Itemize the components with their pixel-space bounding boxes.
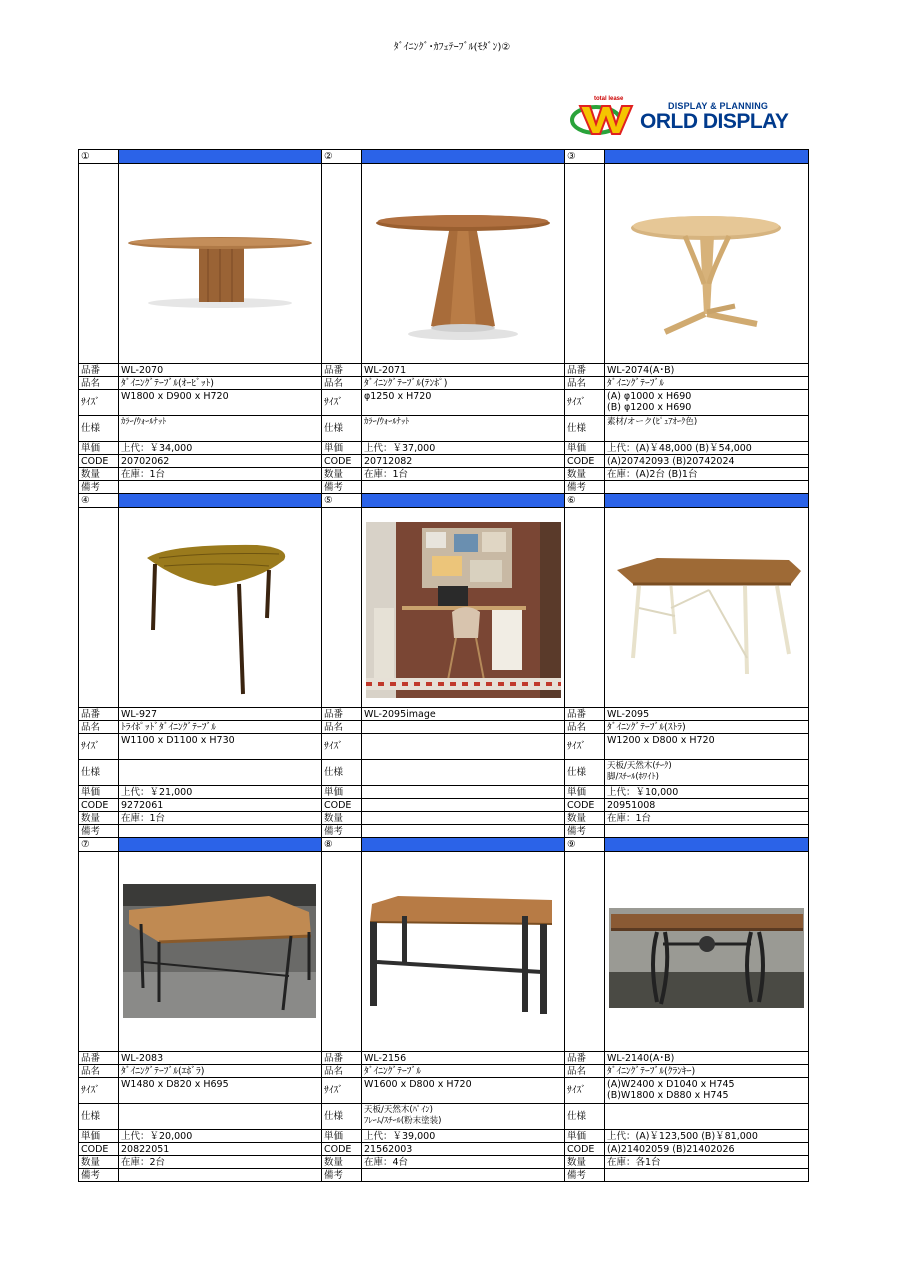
- item-size: φ1250 x H720: [362, 390, 565, 416]
- label-code: CODE: [565, 1143, 605, 1156]
- label-name: 品名: [322, 1065, 362, 1078]
- item-name: [362, 721, 565, 734]
- label-code: CODE: [322, 455, 362, 468]
- header-bar: [605, 150, 809, 164]
- item-spec: ｶﾗｰ/ｳｫｰﾙﾅｯﾄ: [119, 416, 322, 442]
- label-price: 単価: [565, 786, 605, 799]
- label-qty: 数量: [565, 468, 605, 481]
- header-bar: [119, 838, 322, 852]
- item-note: [119, 1169, 322, 1182]
- label-qty: 数量: [79, 1156, 119, 1169]
- label-price: 単価: [79, 786, 119, 799]
- item-size: W1480 x D820 x H695: [119, 1078, 322, 1104]
- label-note: 備考: [79, 825, 119, 838]
- label-code: CODE: [322, 799, 362, 812]
- label-name: 品名: [565, 721, 605, 734]
- label-spec: 仕様: [322, 1104, 362, 1130]
- label-name: 品名: [565, 377, 605, 390]
- oval-pedestal-table-image: [119, 164, 322, 364]
- label-code-no: 品番: [565, 1052, 605, 1065]
- label-price: 単価: [322, 786, 362, 799]
- header-bar: [362, 838, 565, 852]
- label-spec: 仕様: [565, 416, 605, 442]
- item-code-no: WL-2156: [362, 1052, 565, 1065]
- item-name: ﾀﾞｲﾆﾝｸﾞﾃｰﾌﾞﾙ: [605, 377, 809, 390]
- label-spec: 仕様: [565, 760, 605, 786]
- item-spec: 天板/天然木(ﾁｰｸ) 脚/ｽﾁｰﾙ(ﾎﾜｲﾄ): [605, 760, 809, 786]
- item-code-no: WL-2083: [119, 1052, 322, 1065]
- label-qty: 数量: [79, 812, 119, 825]
- header-bar: [362, 494, 565, 508]
- item-qty: [362, 812, 565, 825]
- item-price: 上代：￥39,000: [362, 1130, 565, 1143]
- item-code: 21562003: [362, 1143, 565, 1156]
- product-photo: [362, 508, 565, 708]
- label-note: 備考: [322, 1169, 362, 1182]
- item-size: (A) φ1000 x H690 (B) φ1200 x H690: [605, 390, 809, 416]
- label-spec: 仕様: [79, 416, 119, 442]
- item-code: 20712082: [362, 455, 565, 468]
- item-price: 上代：(A)￥123,500 (B)￥81,000: [605, 1130, 809, 1143]
- item-qty: 在庫：1台: [605, 812, 809, 825]
- product-photo: [605, 508, 809, 708]
- item-size: [362, 734, 565, 760]
- item-spec: ｶﾗｰ/ｳｫｰﾙﾅｯﾄ: [362, 416, 565, 442]
- label-note: 備考: [322, 825, 362, 838]
- item-note: [362, 481, 565, 494]
- item-number: ③: [565, 150, 605, 164]
- item-code-no: WL-2140(A･B): [605, 1052, 809, 1065]
- item-qty: 在庫：2台: [119, 1156, 322, 1169]
- header-bar: [605, 494, 809, 508]
- label-price: 単価: [565, 1130, 605, 1143]
- tripod-table-image: [119, 508, 322, 708]
- item-qty: 在庫：1台: [362, 468, 565, 481]
- item-number: ⑨: [565, 838, 605, 852]
- label-code-no: 品番: [322, 1052, 362, 1065]
- company-logo: [570, 96, 805, 138]
- label-qty: 数量: [79, 468, 119, 481]
- item-price: 上代：￥34,000: [119, 442, 322, 455]
- label-code-no: 品番: [565, 708, 605, 721]
- product-photo: [605, 852, 809, 1052]
- label-code-no: 品番: [322, 708, 362, 721]
- label-spec: 仕様: [565, 1104, 605, 1130]
- item-name: ﾀﾞｲﾆﾝｸﾞﾃｰﾌﾞﾙ(ｽﾄﾗ): [605, 721, 809, 734]
- product-photo: [119, 164, 322, 364]
- item-size: W1800 x D900 x H720: [119, 390, 322, 416]
- header-bar: [362, 150, 565, 164]
- label-code: CODE: [79, 455, 119, 468]
- label-qty: 数量: [322, 468, 362, 481]
- item-size: W1200 x D800 x H720: [605, 734, 809, 760]
- item-code-no: WL-2095: [605, 708, 809, 721]
- item-number: ①: [79, 150, 119, 164]
- label-note: 備考: [565, 481, 605, 494]
- label-name: 品名: [79, 721, 119, 734]
- label-code: CODE: [565, 799, 605, 812]
- item-spec: 素材/オーク(ﾋﾟｭｱｵｰｸ色): [605, 416, 809, 442]
- item-price: 上代：￥10,000: [605, 786, 809, 799]
- item-spec: [119, 760, 322, 786]
- label-note: 備考: [79, 1169, 119, 1182]
- item-code: 20951008: [605, 799, 809, 812]
- item-note: [605, 1169, 809, 1182]
- label-code-no: 品番: [79, 708, 119, 721]
- item-note: [362, 825, 565, 838]
- world-display-w-logo-icon: [570, 102, 650, 136]
- item-size: W1600 x D800 x H720: [362, 1078, 565, 1104]
- label-code: CODE: [79, 1143, 119, 1156]
- label-qty: 数量: [565, 1156, 605, 1169]
- label-name: 品名: [565, 1065, 605, 1078]
- label-size: ｻｲｽﾞ: [79, 1078, 119, 1104]
- logo-subtitle: DISPLAY & PLANNING: [668, 101, 769, 111]
- item-price: [362, 786, 565, 799]
- label-spec: 仕様: [79, 760, 119, 786]
- item-number: ⑧: [322, 838, 362, 852]
- item-code: 20702062: [119, 455, 322, 468]
- label-note: 備考: [322, 481, 362, 494]
- label-qty: 数量: [565, 812, 605, 825]
- item-note: [605, 825, 809, 838]
- item-qty: 在庫：1台: [119, 812, 322, 825]
- item-name: ﾀﾞｲﾆﾝｸﾞﾃｰﾌﾞﾙ: [362, 1065, 565, 1078]
- label-note: 備考: [565, 1169, 605, 1182]
- label-code: CODE: [79, 799, 119, 812]
- item-code-no: WL-2074(A･B): [605, 364, 809, 377]
- item-spec: [605, 1104, 809, 1130]
- item-name: ﾀﾞｲﾆﾝｸﾞﾃｰﾌﾞﾙ(ﾃﾝﾎﾟ): [362, 377, 565, 390]
- label-spec: 仕様: [322, 760, 362, 786]
- item-code-no: WL-2095image: [362, 708, 565, 721]
- item-price: 上代：￥20,000: [119, 1130, 322, 1143]
- logo-name: ORLD DISPLAY: [640, 110, 789, 133]
- item-size: (A)W2400 x D1040 x H745 (B)W1800 x D880 x H745: [605, 1078, 809, 1104]
- item-name: ﾄﾗｲﾎﾟｯﾄﾞﾀﾞｲﾆﾝｸﾞﾃｰﾌﾞﾙ: [119, 721, 322, 734]
- header-bar: [119, 494, 322, 508]
- label-code-no: 品番: [79, 1052, 119, 1065]
- item-qty: 在庫：(A)2台 (B)1台: [605, 468, 809, 481]
- label-code-no: 品番: [322, 364, 362, 377]
- product-photo: [605, 164, 809, 364]
- white-leg-table-image: [605, 508, 808, 708]
- item-number: ⑥: [565, 494, 605, 508]
- label-price: 単価: [322, 1130, 362, 1143]
- item-code: [362, 799, 565, 812]
- label-qty: 数量: [322, 1156, 362, 1169]
- item-number: ②: [322, 150, 362, 164]
- label-note: 備考: [79, 481, 119, 494]
- label-name: 品名: [79, 1065, 119, 1078]
- label-name: 品名: [322, 377, 362, 390]
- label-price: 単価: [322, 442, 362, 455]
- workspace-scene-image: [362, 508, 565, 708]
- product-photo: [119, 508, 322, 708]
- product-sheet: [78, 149, 809, 1182]
- item-note: [605, 481, 809, 494]
- label-size: ｻｲｽﾞ: [322, 390, 362, 416]
- pine-steel-table-image: [362, 852, 565, 1052]
- label-size: ｻｲｽﾞ: [565, 1078, 605, 1104]
- item-note: [362, 1169, 565, 1182]
- header-bar: [605, 838, 809, 852]
- item-note: [119, 825, 322, 838]
- item-code: (A)20742093 (B)20742024: [605, 455, 809, 468]
- item-code: (A)21402059 (B)21402026: [605, 1143, 809, 1156]
- item-number: ④: [79, 494, 119, 508]
- label-size: ｻｲｽﾞ: [79, 390, 119, 416]
- item-number: ⑤: [322, 494, 362, 508]
- round-oak-table-image: [605, 164, 808, 364]
- crank-table-photo-image: [605, 852, 808, 1052]
- label-spec: 仕様: [322, 416, 362, 442]
- item-code-no: WL-927: [119, 708, 322, 721]
- label-code-no: 品番: [79, 364, 119, 377]
- item-spec: [119, 1104, 322, 1130]
- label-size: ｻｲｽﾞ: [322, 734, 362, 760]
- item-code-no: WL-2070: [119, 364, 322, 377]
- label-code: CODE: [322, 1143, 362, 1156]
- header-bar: [119, 150, 322, 164]
- label-name: 品名: [79, 377, 119, 390]
- label-size: ｻｲｽﾞ: [322, 1078, 362, 1104]
- cone-pedestal-table-image: [362, 164, 565, 364]
- item-price: 上代：(A)￥48,000 (B)￥54,000: [605, 442, 809, 455]
- page-title: ﾀﾞｲﾆﾝｸﾞ･ｶﾌｪﾃｰﾌﾞﾙ(ﾓﾀﾞﾝ)②: [393, 42, 511, 53]
- label-spec: 仕様: [79, 1104, 119, 1130]
- item-note: [119, 481, 322, 494]
- item-name: ﾀﾞｲﾆﾝｸﾞﾃｰﾌﾞﾙ(ｸﾗﾝｷｰ): [605, 1065, 809, 1078]
- item-price: 上代：￥37,000: [362, 442, 565, 455]
- item-code-no: WL-2071: [362, 364, 565, 377]
- product-photo: [119, 852, 322, 1052]
- label-price: 単価: [79, 442, 119, 455]
- item-code: 20822051: [119, 1143, 322, 1156]
- item-qty: 在庫：各1台: [605, 1156, 809, 1169]
- logo-tagline: total lease: [594, 96, 624, 102]
- item-name: ﾀﾞｲﾆﾝｸﾞﾃｰﾌﾞﾙ(ｴﾎﾞﾗ): [119, 1065, 322, 1078]
- label-price: 単価: [565, 442, 605, 455]
- industrial-table-photo-image: [119, 852, 322, 1052]
- product-photo: [362, 852, 565, 1052]
- label-price: 単価: [79, 1130, 119, 1143]
- product-photo: [362, 164, 565, 364]
- item-qty: 在庫：1台: [119, 468, 322, 481]
- item-price: 上代：￥21,000: [119, 786, 322, 799]
- label-qty: 数量: [322, 812, 362, 825]
- label-note: 備考: [565, 825, 605, 838]
- item-spec: 天板/天然木(ﾊﾟｲﾝ) ﾌﾚｰﾑ/ｽﾁｰﾙ(粉末塗装): [362, 1104, 565, 1130]
- label-size: ｻｲｽﾞ: [79, 734, 119, 760]
- item-name: ﾀﾞｲﾆﾝｸﾞﾃｰﾌﾞﾙ(ｵｰﾋﾞｯﾄ): [119, 377, 322, 390]
- label-code-no: 品番: [565, 364, 605, 377]
- item-spec: [362, 760, 565, 786]
- item-size: W1100 x D1100 x H730: [119, 734, 322, 760]
- item-qty: 在庫：4台: [362, 1156, 565, 1169]
- label-code: CODE: [565, 455, 605, 468]
- label-size: ｻｲｽﾞ: [565, 734, 605, 760]
- label-size: ｻｲｽﾞ: [565, 390, 605, 416]
- item-code: 9272061: [119, 799, 322, 812]
- item-number: ⑦: [79, 838, 119, 852]
- label-name: 品名: [322, 721, 362, 734]
